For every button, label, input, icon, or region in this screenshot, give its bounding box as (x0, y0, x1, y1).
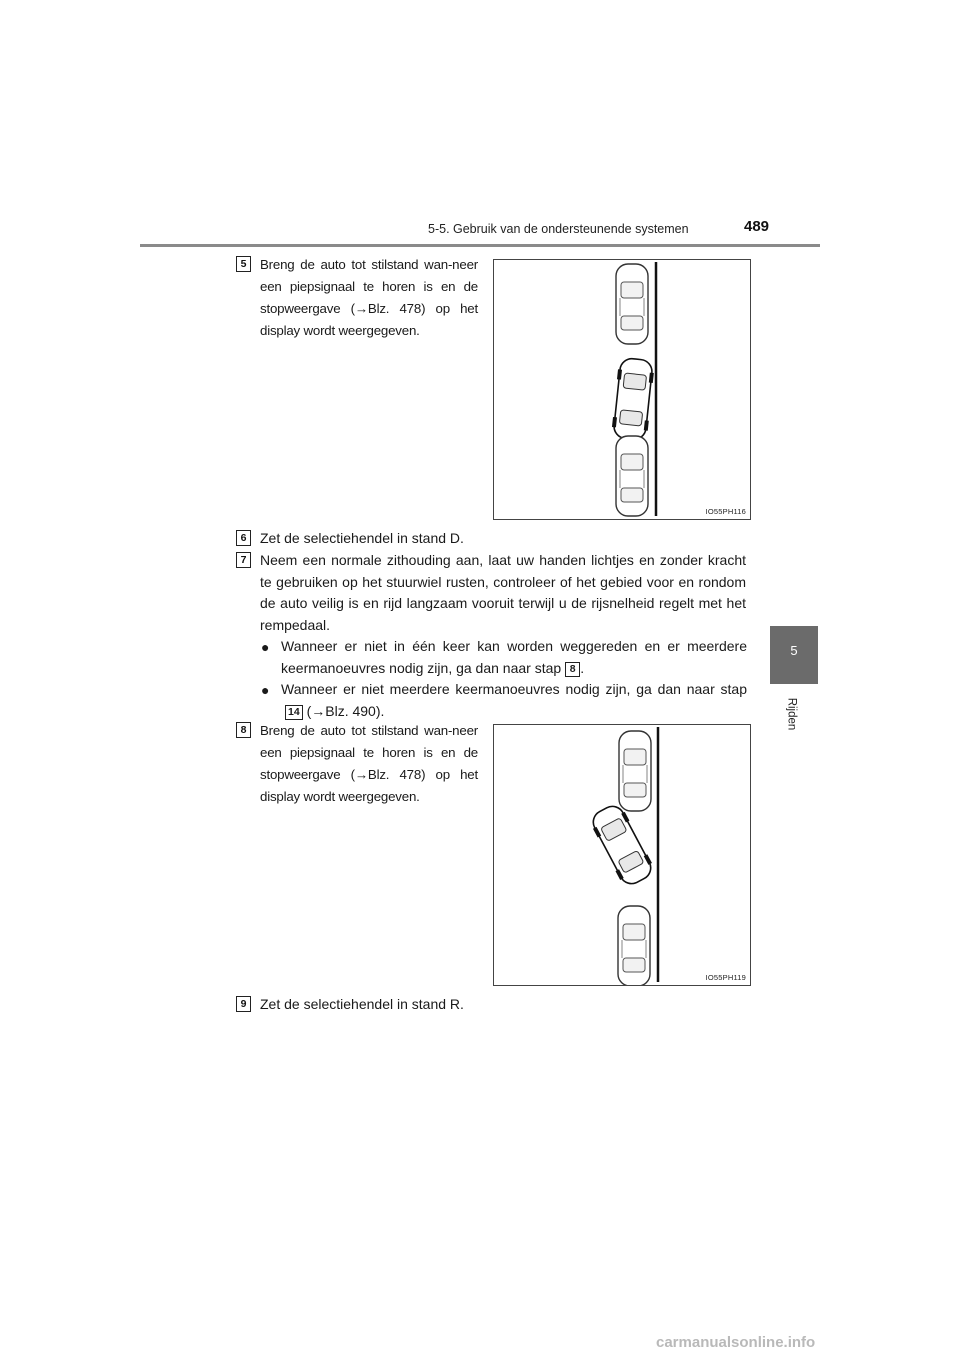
bullet-dot: ● (261, 682, 270, 698)
figure-code-2: IO55PH119 (705, 973, 746, 982)
step-number-9: 9 (236, 996, 251, 1012)
chapter-label-wrap (781, 690, 811, 742)
page-number: 489 (744, 218, 770, 235)
step-text-8: Breng de auto tot stilstand wan-neer een piepsignaal te horen is en de stopweergave (→Blz. 478) op het display wordt weergegeven. (260, 723, 478, 804)
parking-illustration-2 (494, 725, 750, 985)
chapter-number: 5 (790, 643, 798, 658)
bullet-text-1: Wanneer er niet in één keer kan worden weggereden en er meerdere keermanoeuvres nodig zijn, ga dan naar stap (281, 638, 747, 676)
section-title: 5-5. Gebruik van de ondersteunende systemen (428, 222, 689, 236)
figure-code-1: IO55PH116 (705, 507, 746, 516)
step-number-6: 6 (236, 530, 251, 546)
step-text-5: Breng de auto tot stilstand wan-neer een piepsignaal te horen is en de stopweergave (→Blz. 478) op het display wordt weergegeven. (260, 257, 478, 338)
parked-car-rear (616, 436, 648, 516)
step-number-5: 5 (236, 256, 251, 272)
bullet-text-2: Wanneer er niet meerdere keermanoeuvres nodig zijn, ga dan naar stap (281, 681, 747, 697)
step-text-7: Neem een normale zithouding aan, laat uw handen lichtjes en zonder kracht te gebruiken op het stuurwiel rusten, controleer of het gebied voor en rondom de auto veilig is en rijd langzaam vooruit terwijl u de rijsnelheid regelt met het rempedaal. (260, 552, 746, 633)
step-text-9: Zet de selectiehendel in stand R. (260, 996, 464, 1012)
header-divider (140, 244, 820, 247)
parked-car-rear (618, 906, 650, 985)
bullet-item-2 (261, 679, 747, 722)
parked-car-front (619, 731, 651, 811)
maneuvering-car (587, 801, 656, 889)
bullet-item-1 (261, 636, 747, 679)
bullet-suffix-1: . (580, 659, 585, 676)
parking-figure-2 (493, 724, 751, 986)
step-number-8: 8 (236, 722, 251, 738)
parking-illustration-1 (494, 260, 750, 519)
step-number-7: 7 (236, 552, 251, 568)
step-ref-8: 8 (565, 662, 580, 677)
bullet-dot: ● (261, 639, 270, 655)
chapter-tab (770, 626, 818, 684)
step-text-6: Zet de selectiehendel in stand D. (260, 530, 464, 546)
step-ref-14: 14 (285, 705, 303, 720)
chapter-label: Rijden (785, 697, 798, 731)
bullet-suffix-2: (→Blz. 490). (306, 702, 385, 719)
watermark[interactable]: carmanualsonline.info (656, 1334, 816, 1351)
parked-car-front (616, 264, 648, 344)
parking-figure-1 (493, 259, 751, 520)
maneuvering-car (611, 357, 655, 440)
